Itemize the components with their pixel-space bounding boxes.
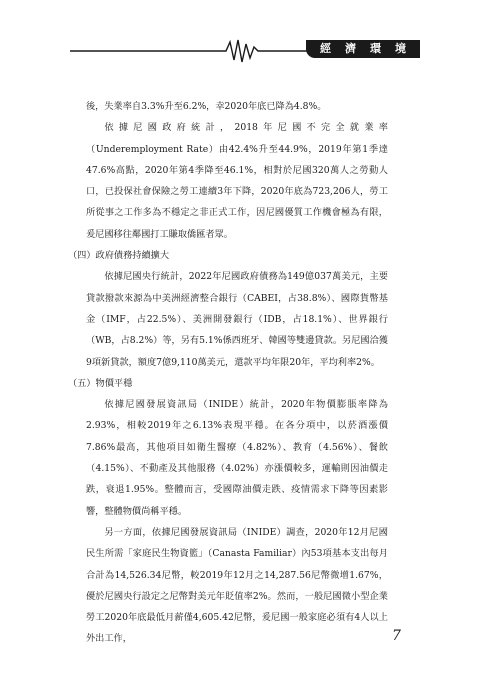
paragraph-government-debt: 依據尼國央行統計，2022年尼國政府債務為149億037萬美元，主要貸款撥款來源為中美洲經濟整合銀行（CABEI，占38.8%）、國際貨幣基金（IMF，占22.5%）、美洲開發銀行（IDB，占18.1%）、世界銀行（WB，占8.2%）等，另有5.1%係西班牙、韓國等雙邊貸款。另尼國洽獲9項新貸款，額度7億9,110萬美元，還款平均年限20年，平均利率2%。 xyxy=(86,271,388,368)
page-number: 7 xyxy=(392,628,401,644)
header-title: 經濟環境 xyxy=(306,40,420,58)
body-text xyxy=(68,96,388,650)
page-header xyxy=(70,38,420,64)
paragraph-household-basket: 另一方面，依據尼國發展資訊局（INIDE）調查，2020年12月尼國民生所需「家庭民生物資籃」（Canasta Familiar）內53項基本支出每月合計為14,526.34尼幣，較2019年12月之14,287.56尼幣微增1.67%，優於尼國央行設定之尼幣對美元年貶值率2%。然而，一般尼國微小型企業勞工2020年底最低月薪僅4,605.42尼幣，爰尼國一般家庭必須有4人以上外出工作， xyxy=(86,526,388,645)
paragraph-continued: 後，失業率自3.3%升至6.2%，幸2020年底已降為4.8%。 xyxy=(86,101,327,112)
paragraph-underemployment: 依據尼國政府統計，2018年尼國不完全就業率（Underemployment Rate）由42.4%升至44.9%，2019年第1季達47.6%高點，2020年第4季降至46.1%，相對於尼國320萬人之勞動人口，已投保社會保險之勞工連續3年下降，2020年底為723,206人，勞工所從事之工作多為不穩定之非正式工作，因尼國優質工作機會極為有限，爰尼國移往鄰國打工賺取僑匯者眾。 xyxy=(86,122,388,240)
section-heading-government-debt: （四）政府債務持續擴大 xyxy=(68,250,170,262)
section-heading-price-stability: （五）物價平穩 xyxy=(68,377,133,389)
paragraph-inflation: 依據尼國發展資訊局（INIDE）統計，2020年物價膨脹率降為2.93%，相較2019年之6.13%表現平穩。在各分項中，以菸酒漲價7.86%最高，其他項目如衛生醫療（4.82%）、教育（4.56%）、餐飲（4.15%）、不動產及其他服務（4.02%）亦漲價較多，運輸則因油價走跌，衰退1.95%。整體而言，受國際油價走跌、疫情需求下降等因素影響，整體物價尚稱平穩。 xyxy=(86,399,388,517)
